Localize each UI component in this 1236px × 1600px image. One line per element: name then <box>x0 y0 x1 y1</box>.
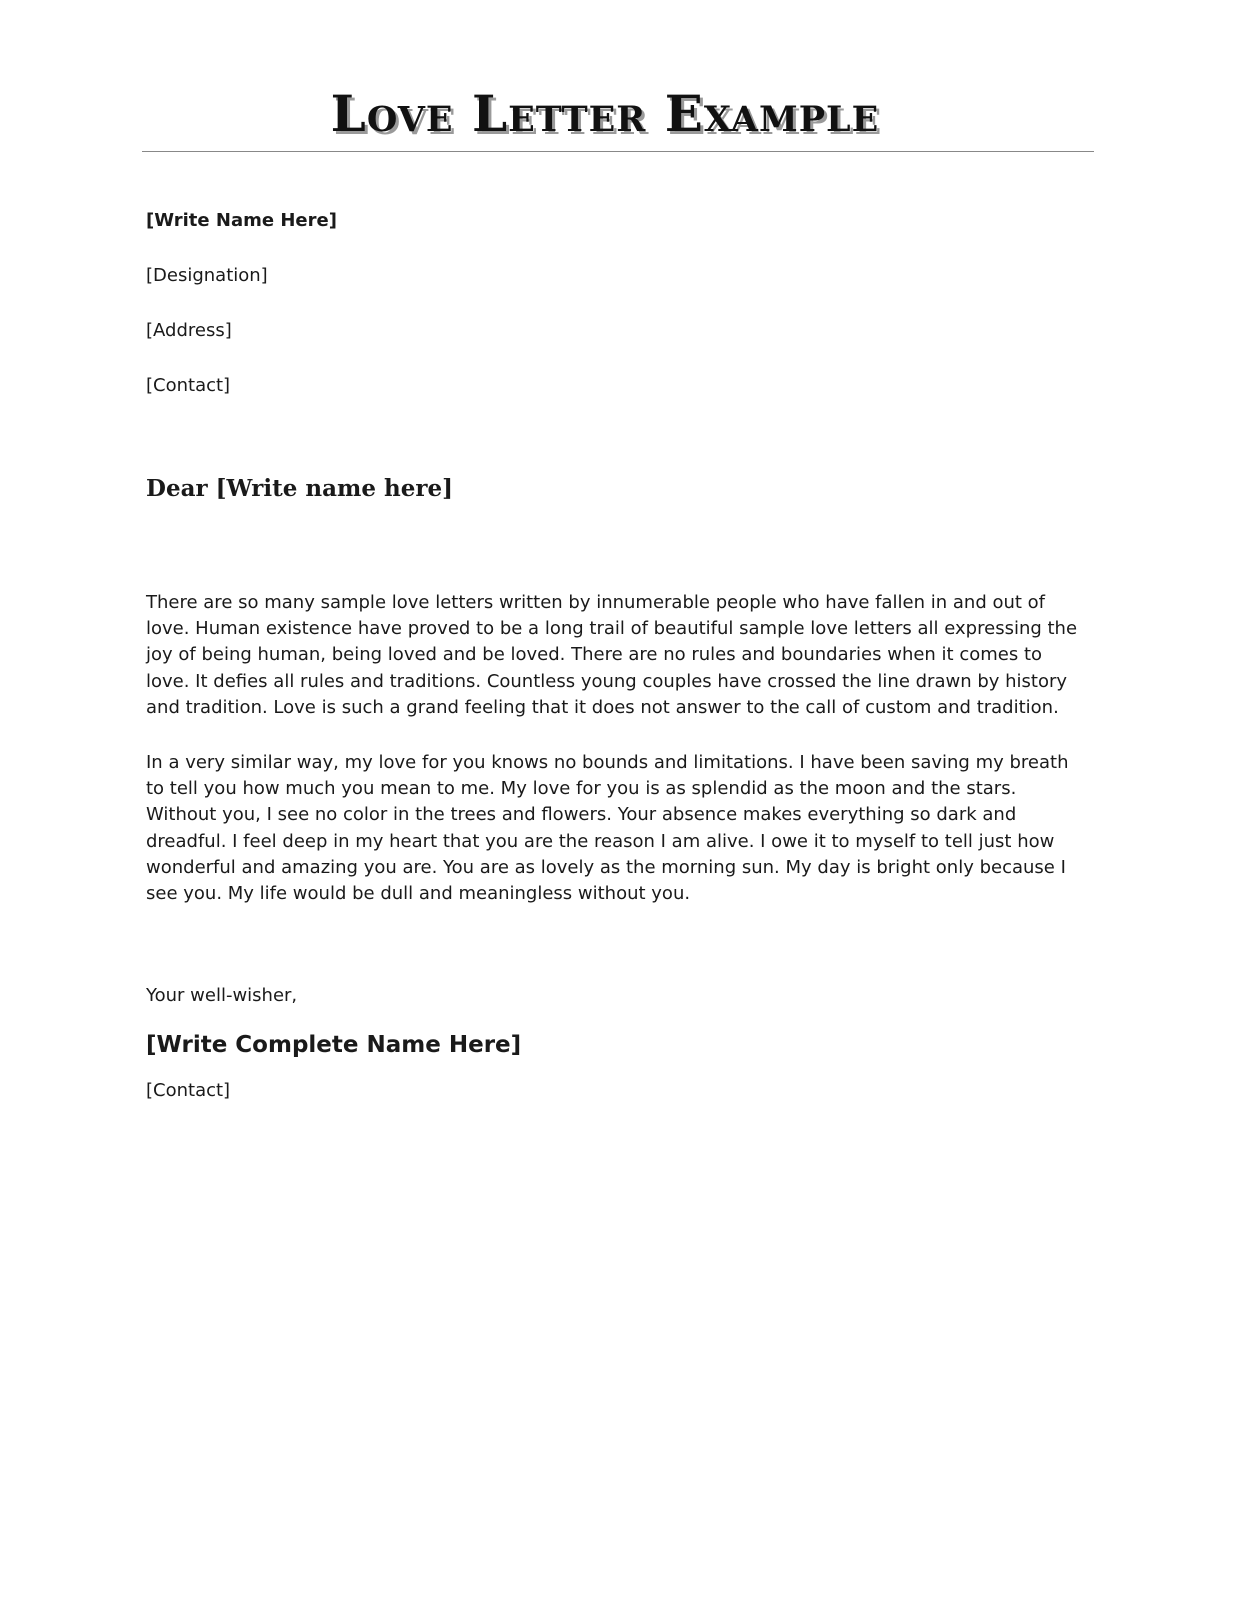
valediction: Your well-wisher, <box>146 985 298 1006</box>
document-title: Love Letter Example <box>330 84 880 143</box>
salutation: Dear [Write name here] <box>146 475 453 502</box>
sender-name: [Write Name Here] <box>146 210 337 231</box>
sender-designation: [Designation] <box>146 265 268 286</box>
sender-contact: [Contact] <box>146 375 231 396</box>
title-divider <box>142 151 1094 152</box>
signature-contact: [Contact] <box>146 1080 231 1101</box>
sender-address: [Address] <box>146 320 232 341</box>
body-paragraph-1: There are so many sample love letters written by innumerable people who have fallen in and out of love. Human existence have proved to be a long trail of beautiful sample love letters all expressing the joy of being human, being loved and be loved. There are no rules and boundaries when it comes to love. It defies all rules and traditions. Countless young couples have crossed the line drawn by history and tradition. Love is such a grand feeling that it does not answer to the call of custom and tradition. <box>146 592 1078 718</box>
body-paragraph-2: In a very similar way, my love for you knows no bounds and limitations. I have been saving my breath to tell you how much you mean to me. My love for you is as splendid as the moon and the stars. Without you, I see no color in the trees and flowers. Your absence makes everything so dark and dreadful. I feel deep in my heart that you are the reason I am alive. I owe it to myself to tell just how wonderful and amazing you are. You are as lovely as the morning sun. My day is bright only because I see you. My life would be dull and meaningless without you. <box>146 752 1069 905</box>
signature-name: [Write Complete Name Here] <box>146 1032 522 1058</box>
